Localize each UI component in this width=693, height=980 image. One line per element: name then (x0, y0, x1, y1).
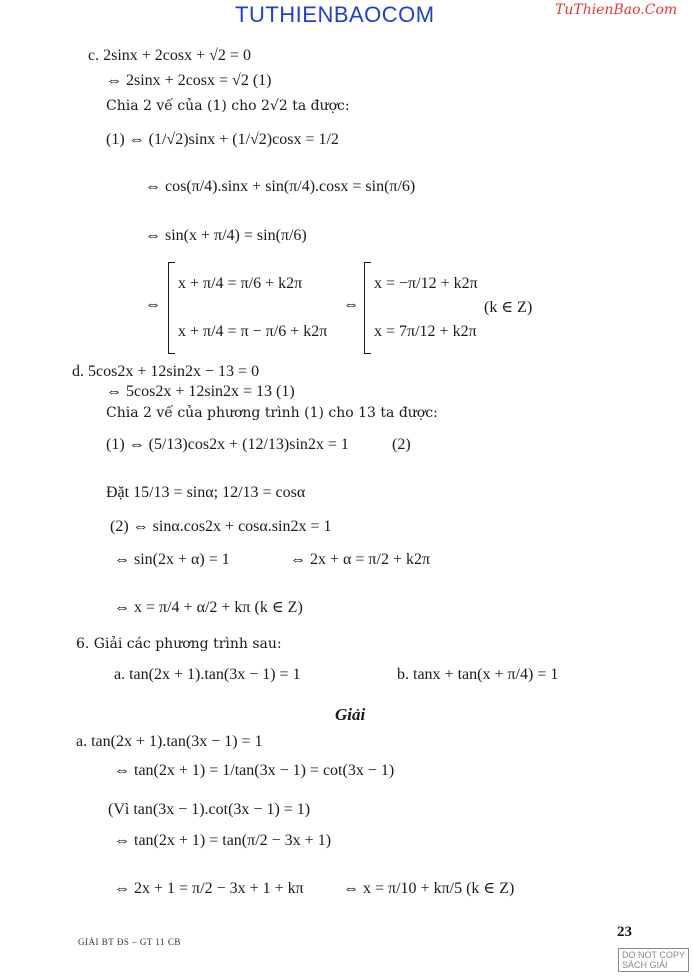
c-equation: c. 2sinx + 2cosx + √2 = 0 (88, 47, 251, 64)
c-solution-1: x = −π/12 + k2π (374, 275, 478, 292)
d-solution: ⇔ x = π/4 + α/2 + kπ (k ∈ Z) (114, 599, 303, 616)
c-step-4: ⇔ sin(x + π/4) = sin(π/6) (145, 227, 307, 244)
d-equation: d. 5cos2x + 12sin2x − 13 = 0 (72, 363, 260, 380)
problem-6b: b. tanx + tan(x + π/4) = 1 (397, 666, 559, 683)
watermark-top-text: DO NOT COPY (622, 950, 685, 960)
system-bracket (168, 262, 175, 354)
solution-note: (Vì tan(3x − 1).cot(3x − 1) = 1) (108, 801, 311, 818)
d-substitution: Đặt 15/13 = sinα; 12/13 = cosα (106, 484, 306, 501)
site-title: TUTHIENBAOCOM (235, 2, 435, 27)
c-solution-2: x = 7π/12 + k2π (374, 323, 477, 340)
d-step-2-tag: (2) (392, 436, 411, 453)
c-step-3: ⇔ cos(π/4).sinx + sin(π/4).cosx = sin(π/6) (145, 178, 416, 195)
watermark-bottom-text: SÁCH GIẢI (622, 960, 668, 970)
c-divide-note: Chia 2 vế của (1) cho 2√2 ta được: (106, 98, 350, 114)
watermark-logo (618, 948, 689, 972)
book-title: GIẢI BT ĐS – GT 11 CB (78, 937, 181, 947)
d-divide-note: Chia 2 vế của phương trình (1) cho 13 ta được: (106, 405, 438, 421)
problem-6a: a. tan(2x + 1).tan(3x − 1) = 1 (114, 666, 301, 683)
equivalence-arrow: ⇔ (145, 296, 161, 313)
c-step-1: ⇔ 2sinx + 2cosx = √2 (1) (106, 72, 272, 89)
c-k-in-z: (k ∈ Z) (484, 299, 533, 316)
system-bracket (364, 262, 371, 354)
problem-6-title: 6. Giải các phương trình sau: (76, 636, 282, 652)
d-step-4a: ⇔ sin(2x + α) = 1 (114, 551, 230, 568)
site-script-logo: TuThienBao.Com (555, 2, 678, 18)
solution-heading: Giải (335, 705, 366, 724)
solution-step-1: ⇔ tan(2x + 1) = 1/tan(3x − 1) = cot(3x − 1) (114, 762, 395, 779)
d-step-2: (1) ⇔ (5/13)cos2x + (12/13)sin2x = 1 (106, 436, 349, 453)
solution-step-3a: ⇔ 2x + 1 = π/2 − 3x + 1 + kπ (114, 880, 304, 897)
c-system-line-1: x + π/4 = π/6 + k2π (178, 275, 303, 292)
solution-step-2: ⇔ tan(2x + 1) = tan(π/2 − 3x + 1) (114, 832, 332, 849)
solution-a: a. tan(2x + 1).tan(3x − 1) = 1 (76, 733, 263, 750)
solution-step-3b: ⇔ x = π/10 + kπ/5 (k ∈ Z) (343, 880, 515, 897)
c-system-line-2: x + π/4 = π − π/6 + k2π (178, 323, 328, 340)
c-step-2: (1) ⇔ (1/√2)sinx + (1/√2)cosx = 1/2 (106, 131, 339, 148)
d-step-1: ⇔ 5cos2x + 12sin2x = 13 (1) (106, 383, 295, 400)
equivalence-arrow: ⇔ (343, 296, 359, 313)
d-step-3: (2) ⇔ sinα.cos2x + cosα.sin2x = 1 (110, 518, 332, 535)
d-step-4b: ⇔ 2x + α = π/2 + k2π (290, 551, 431, 568)
page-number: 23 (617, 924, 632, 940)
